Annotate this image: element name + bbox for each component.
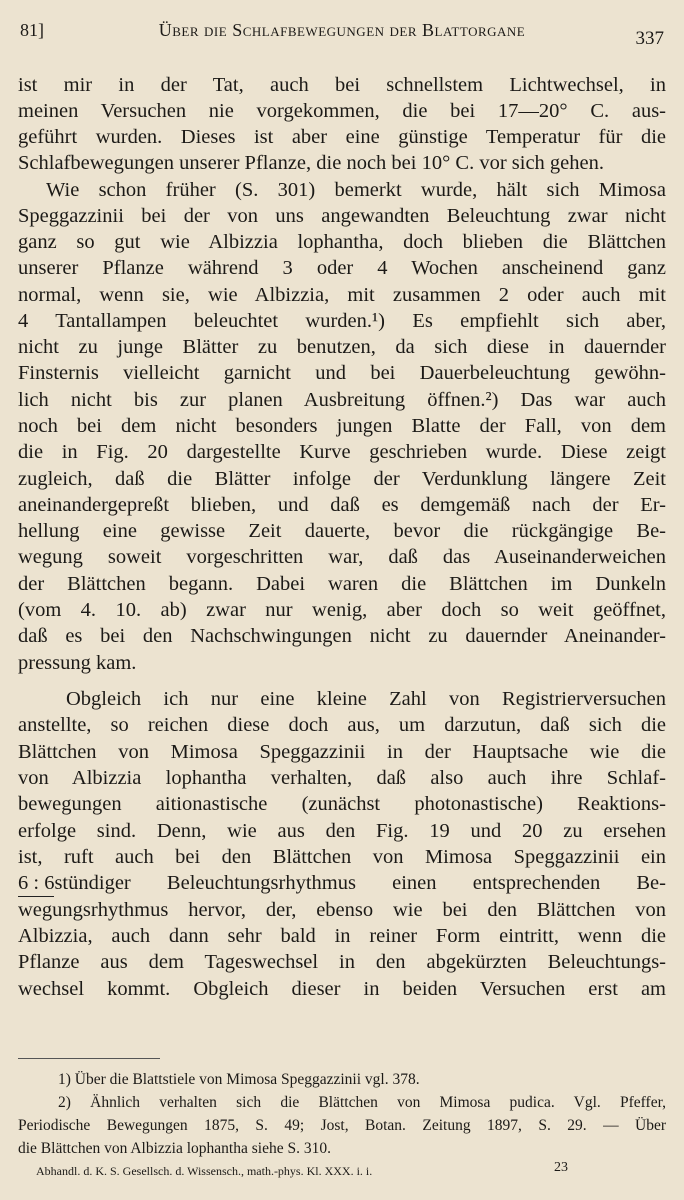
text-line: ganz so gut wie Albizzia lophantha, doch blieben die Blättchen: [18, 231, 666, 253]
text-line: unserer Pflanze während 3 oder 4 Wochen anscheinend ganz: [18, 257, 666, 279]
printer-signature: Abhandl. d. K. S. Gesellsch. d. Wissensch., math.-phys. Kl. XXX. i. i.: [36, 1164, 373, 1178]
footnote-continuation: Periodische Bewegungen 1875, S. 49; Jost, Botan. Zeitung 1897, S. 29. — Über: [18, 1117, 666, 1134]
text-line: nicht zu junge Blätter zu benutzen, da sich diese in dauernder: [18, 336, 666, 358]
text-line: lich nicht bis zur planen Ausbreitung öffnen.²) Das war auch: [18, 389, 666, 411]
text-line: Speggazzinii bei der von uns angewandten Beleuchtung zwar nicht: [18, 205, 666, 227]
text-line: wegung soweit vorgeschritten war, daß das Auseinanderweichen: [18, 546, 666, 568]
text-line: meinen Versuchen nie vorgekommen, die bei 17—20° C. aus-: [18, 100, 666, 122]
footnote-separator: [18, 1058, 160, 1059]
text-line: Schlafbewegungen unserer Pflanze, die noch bei 10° C. vor sich gehen.: [18, 152, 605, 174]
text-line: Finsternis vielleicht garnicht und bei Dauerbeleuchtung gewöhn-: [18, 362, 666, 384]
footnote-continuation: die Blättchen von Albizzia lophantha siehe S. 310.: [18, 1140, 331, 1157]
text-line: ist mir in der Tat, auch bei schnellstem Lichtwechsel, in: [18, 74, 666, 96]
text-line-rest: stündiger Beleuchtungsrhythmus einen entsprechenden Be-: [54, 872, 666, 894]
underlined-ratio: 6 : 6: [18, 870, 54, 897]
text-line: zugleich, daß die Blätter infolge der Verdunklung längere Zeit: [18, 468, 666, 490]
page-number: 337: [635, 28, 664, 49]
text-line: daß es bei den Nachschwingungen nicht zu dauernder Aneinander-: [18, 625, 666, 647]
text-line: anstellte, so reichen diese doch aus, um darzutun, daß sich die: [18, 714, 666, 736]
text-line: der Blättchen begann. Dabei waren die Blättchen im Dunkeln: [18, 573, 666, 595]
text-line: 4 Tantallampen beleuchtet wurden.¹) Es empfiehlt sich aber,: [18, 310, 666, 332]
running-header: [20, 18, 664, 48]
section-number: 81]: [20, 20, 44, 40]
text-line: von Albizzia lophantha verhalten, daß also auch ihre Schlaf-: [18, 767, 666, 789]
text-line: wegungsrhythmus hervor, der, ebenso wie bei den Blättchen von: [18, 899, 666, 921]
text-line: hellung eine gewisse Zeit dauerte, bevor die rückgängige Be-: [18, 520, 666, 542]
text-line: Albizzia, auch dann sehr bald in reiner Form eintritt, wenn die: [18, 925, 666, 947]
text-line: Pflanze aus dem Tageswechsel in den abgekürzten Beleuchtungs-: [18, 951, 666, 973]
text-line: bewegungen aitionastische (zunächst photonastische) Reaktions-: [18, 793, 666, 815]
text-line: pressung kam.: [18, 652, 137, 674]
text-line: wechsel kommt. Obgleich dieser in beiden Versuchen erst am: [18, 978, 666, 1000]
footnote: 2) Ähnlich verhalten sich die Blättchen von Mimosa pudica. Vgl. Pfeffer,: [58, 1094, 666, 1111]
text-line: Wie schon früher (S. 301) bemerkt wurde, hält sich Mimosa: [46, 179, 666, 201]
text-line: aneinandergepreßt blieben, und daß es demgemäß nach der Er-: [18, 494, 666, 516]
text-line: die in Fig. 20 dargestellte Kurve geschrieben wurde. Diese zeigt: [18, 441, 666, 463]
text-line: geführt wurden. Dieses ist aber eine günstige Temperatur für die: [18, 126, 666, 148]
text-line: Obgleich ich nur eine kleine Zahl von Registrierversuchen: [66, 688, 666, 710]
footnote: 1) Über die Blattstiele von Mimosa Speggazzinii vgl. 378.: [58, 1071, 420, 1088]
running-title: Über die Schlafbewegungen der Blattorgane: [158, 20, 526, 40]
text-line: noch bei dem nicht besonders jungen Blatte der Fall, von dem: [18, 415, 666, 437]
signature-number: 23: [554, 1160, 568, 1175]
text-line: (vom 4. 10. ab) zwar nur wenig, aber doch so weit geöffnet,: [18, 599, 666, 621]
text-line: erfolge sind. Denn, wie aus den Fig. 19 und 20 zu ersehen: [18, 820, 666, 842]
text-line: Blättchen von Mimosa Speggazzinii in der Hauptsache wie die: [18, 741, 666, 763]
text-line: [18, 870, 666, 897]
text-line: normal, wenn sie, wie Albizzia, mit zusammen 2 oder auch mit: [18, 284, 666, 306]
text-line: ist, ruft auch bei den Blättchen von Mimosa Speggazzinii ein: [18, 846, 666, 868]
